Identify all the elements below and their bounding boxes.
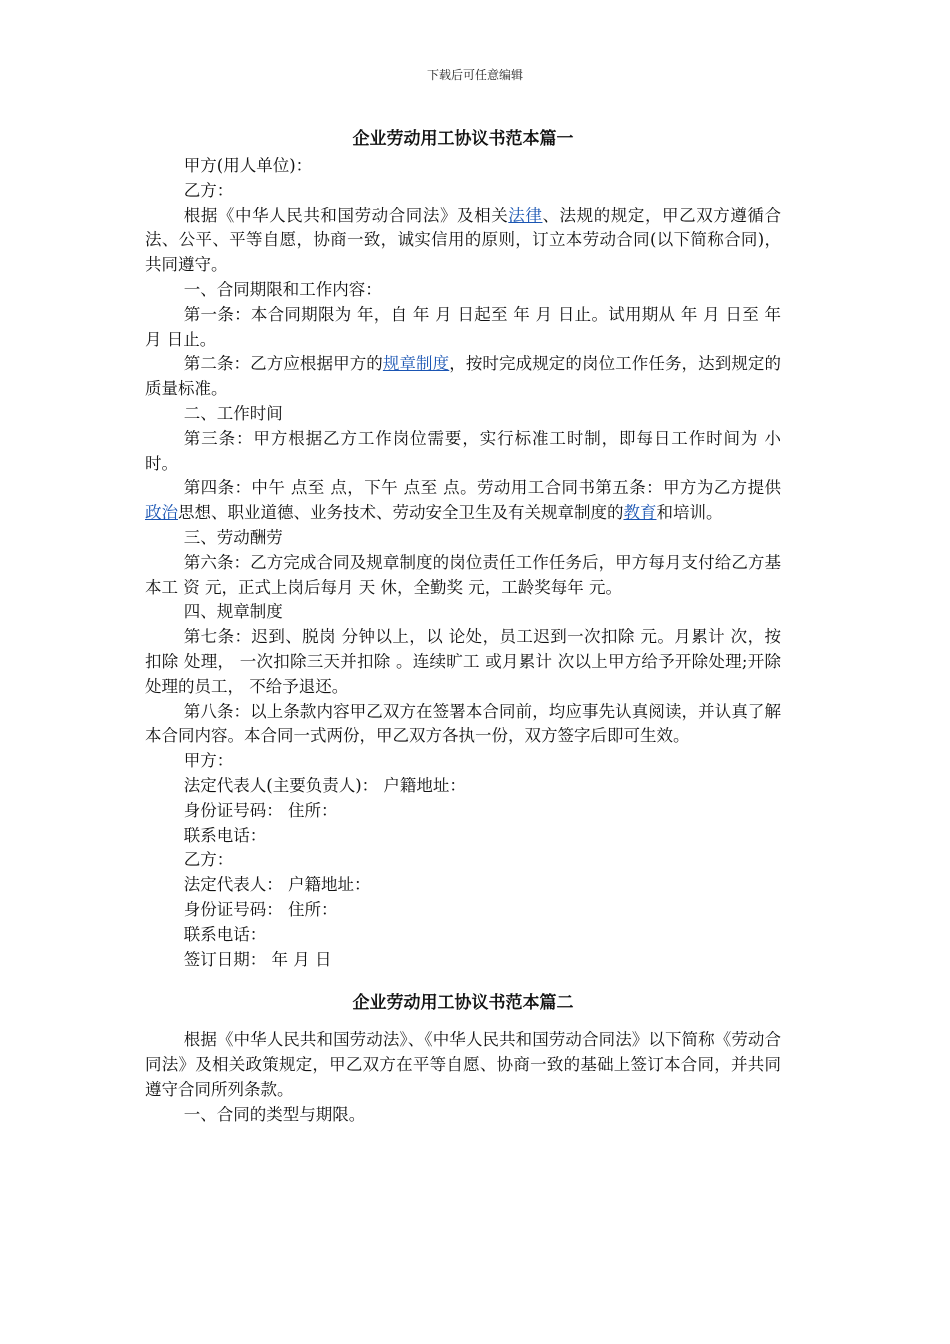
- signature-b-representative: 法定代表人： 户籍地址：: [183, 875, 371, 895]
- signature-a-representative: 法定代表人(主要负责人)： 户籍地址：: [183, 775, 466, 795]
- doc2-title: 企业劳动用工协议书范本篇二: [352, 993, 574, 1014]
- article-6: 第六条：乙方完成合同及规章制度的岗位责任工作任务后，甲方每月支付给乙方基本工 资 元，正式上岗后每月 天 休，全勤奖 元，工龄奖每年 元。: [145, 552, 781, 597]
- article-2: 第二条：乙方应根据甲方的规章制度，按时完成规定的岗位工作任务，达到规定的质量标准。: [145, 354, 782, 399]
- signature-a-phone: 联系电话：: [183, 825, 267, 845]
- document-body: [145, 124, 781, 1127]
- doc1-title: 企业劳动用工协议书范本篇一: [352, 129, 574, 149]
- article-7: 第七条：迟到、脱岗 分钟以上，以 论处，员工迟到一次扣除 元。月累计 次，按扣除 处理， 一次扣除三天并扣除 。连续旷工 或月累计 次以上甲方给予开除处理;开除处理的员工， 不给予退还。: [145, 627, 781, 696]
- article-4: 第四条：中午 点至 点，下午 点至 点。劳动用工合同书第五条：甲方为乙方提供政治思想、职业道德、业务技术、劳动安全卫生及有关规章制度的教育和培训。: [145, 478, 781, 523]
- signature-b-phone: 联系电话：: [183, 924, 267, 944]
- intro-paragraph: 根据《中华人民共和国劳动合同法》及相关法律、法规的规定，甲乙双方遵循合法、公平、平等自愿，协商一致，诚实信用的原则，订立本劳动合同(以下简称合同)，共同遵守。: [145, 205, 782, 275]
- party-a-line: 甲方(用人单位)：: [183, 156, 313, 175]
- doc2-intro-paragraph: 根据《中华人民共和国劳动法》、《中华人民共和国劳动合同法》以下简称《劳动合同法》及相关政策规定，甲乙双方在平等自愿、协商一致的基础上签订本合同，并共同遵守合同所列条款。: [145, 1030, 781, 1099]
- link-law[interactable]: 法律: [508, 205, 543, 225]
- section-4-heading: 四、规章制度: [183, 602, 283, 622]
- doc2-section-1-heading: 一、合同的类型与期限。: [183, 1104, 366, 1124]
- link-rules[interactable]: 规章制度: [382, 354, 450, 374]
- signature-party-a: 甲方：: [183, 751, 234, 771]
- article-8: 第八条：以上条款内容甲乙双方在签署本合同前，均应事先认真阅读，并认真了解本合同内容。本合同一式两份，甲乙双方各执一份，双方签字后即可生效。: [145, 701, 781, 746]
- link-education[interactable]: 教育: [623, 503, 657, 523]
- article-1: 第一条：本合同期限为 年，自 年 月 日起至 年 月 日止。试用期从 年 月 日至 年 月 日止。: [145, 304, 781, 349]
- signature-b-id: 身份证号码： 住所：: [183, 899, 338, 919]
- page-header: 下载后可任意编辑: [426, 68, 523, 82]
- party-b-line: 乙方：: [183, 180, 234, 200]
- signature-party-b: 乙方：: [183, 850, 234, 870]
- section-3-heading: 三、劳动酬劳: [183, 527, 283, 547]
- article-3: 第三条：甲方根据乙方工作岗位需要，实行标准工时制，即每日工作时间为 小时。: [145, 428, 781, 473]
- section-2-heading: 二、工作时间: [183, 403, 283, 423]
- signature-a-id: 身份证号码： 住所：: [183, 800, 338, 820]
- section-1-heading: 一、合同期限和工作内容：: [183, 279, 382, 299]
- sign-date: 签订日期： 年 月 日: [183, 949, 332, 969]
- link-politics[interactable]: 政治: [145, 503, 178, 523]
